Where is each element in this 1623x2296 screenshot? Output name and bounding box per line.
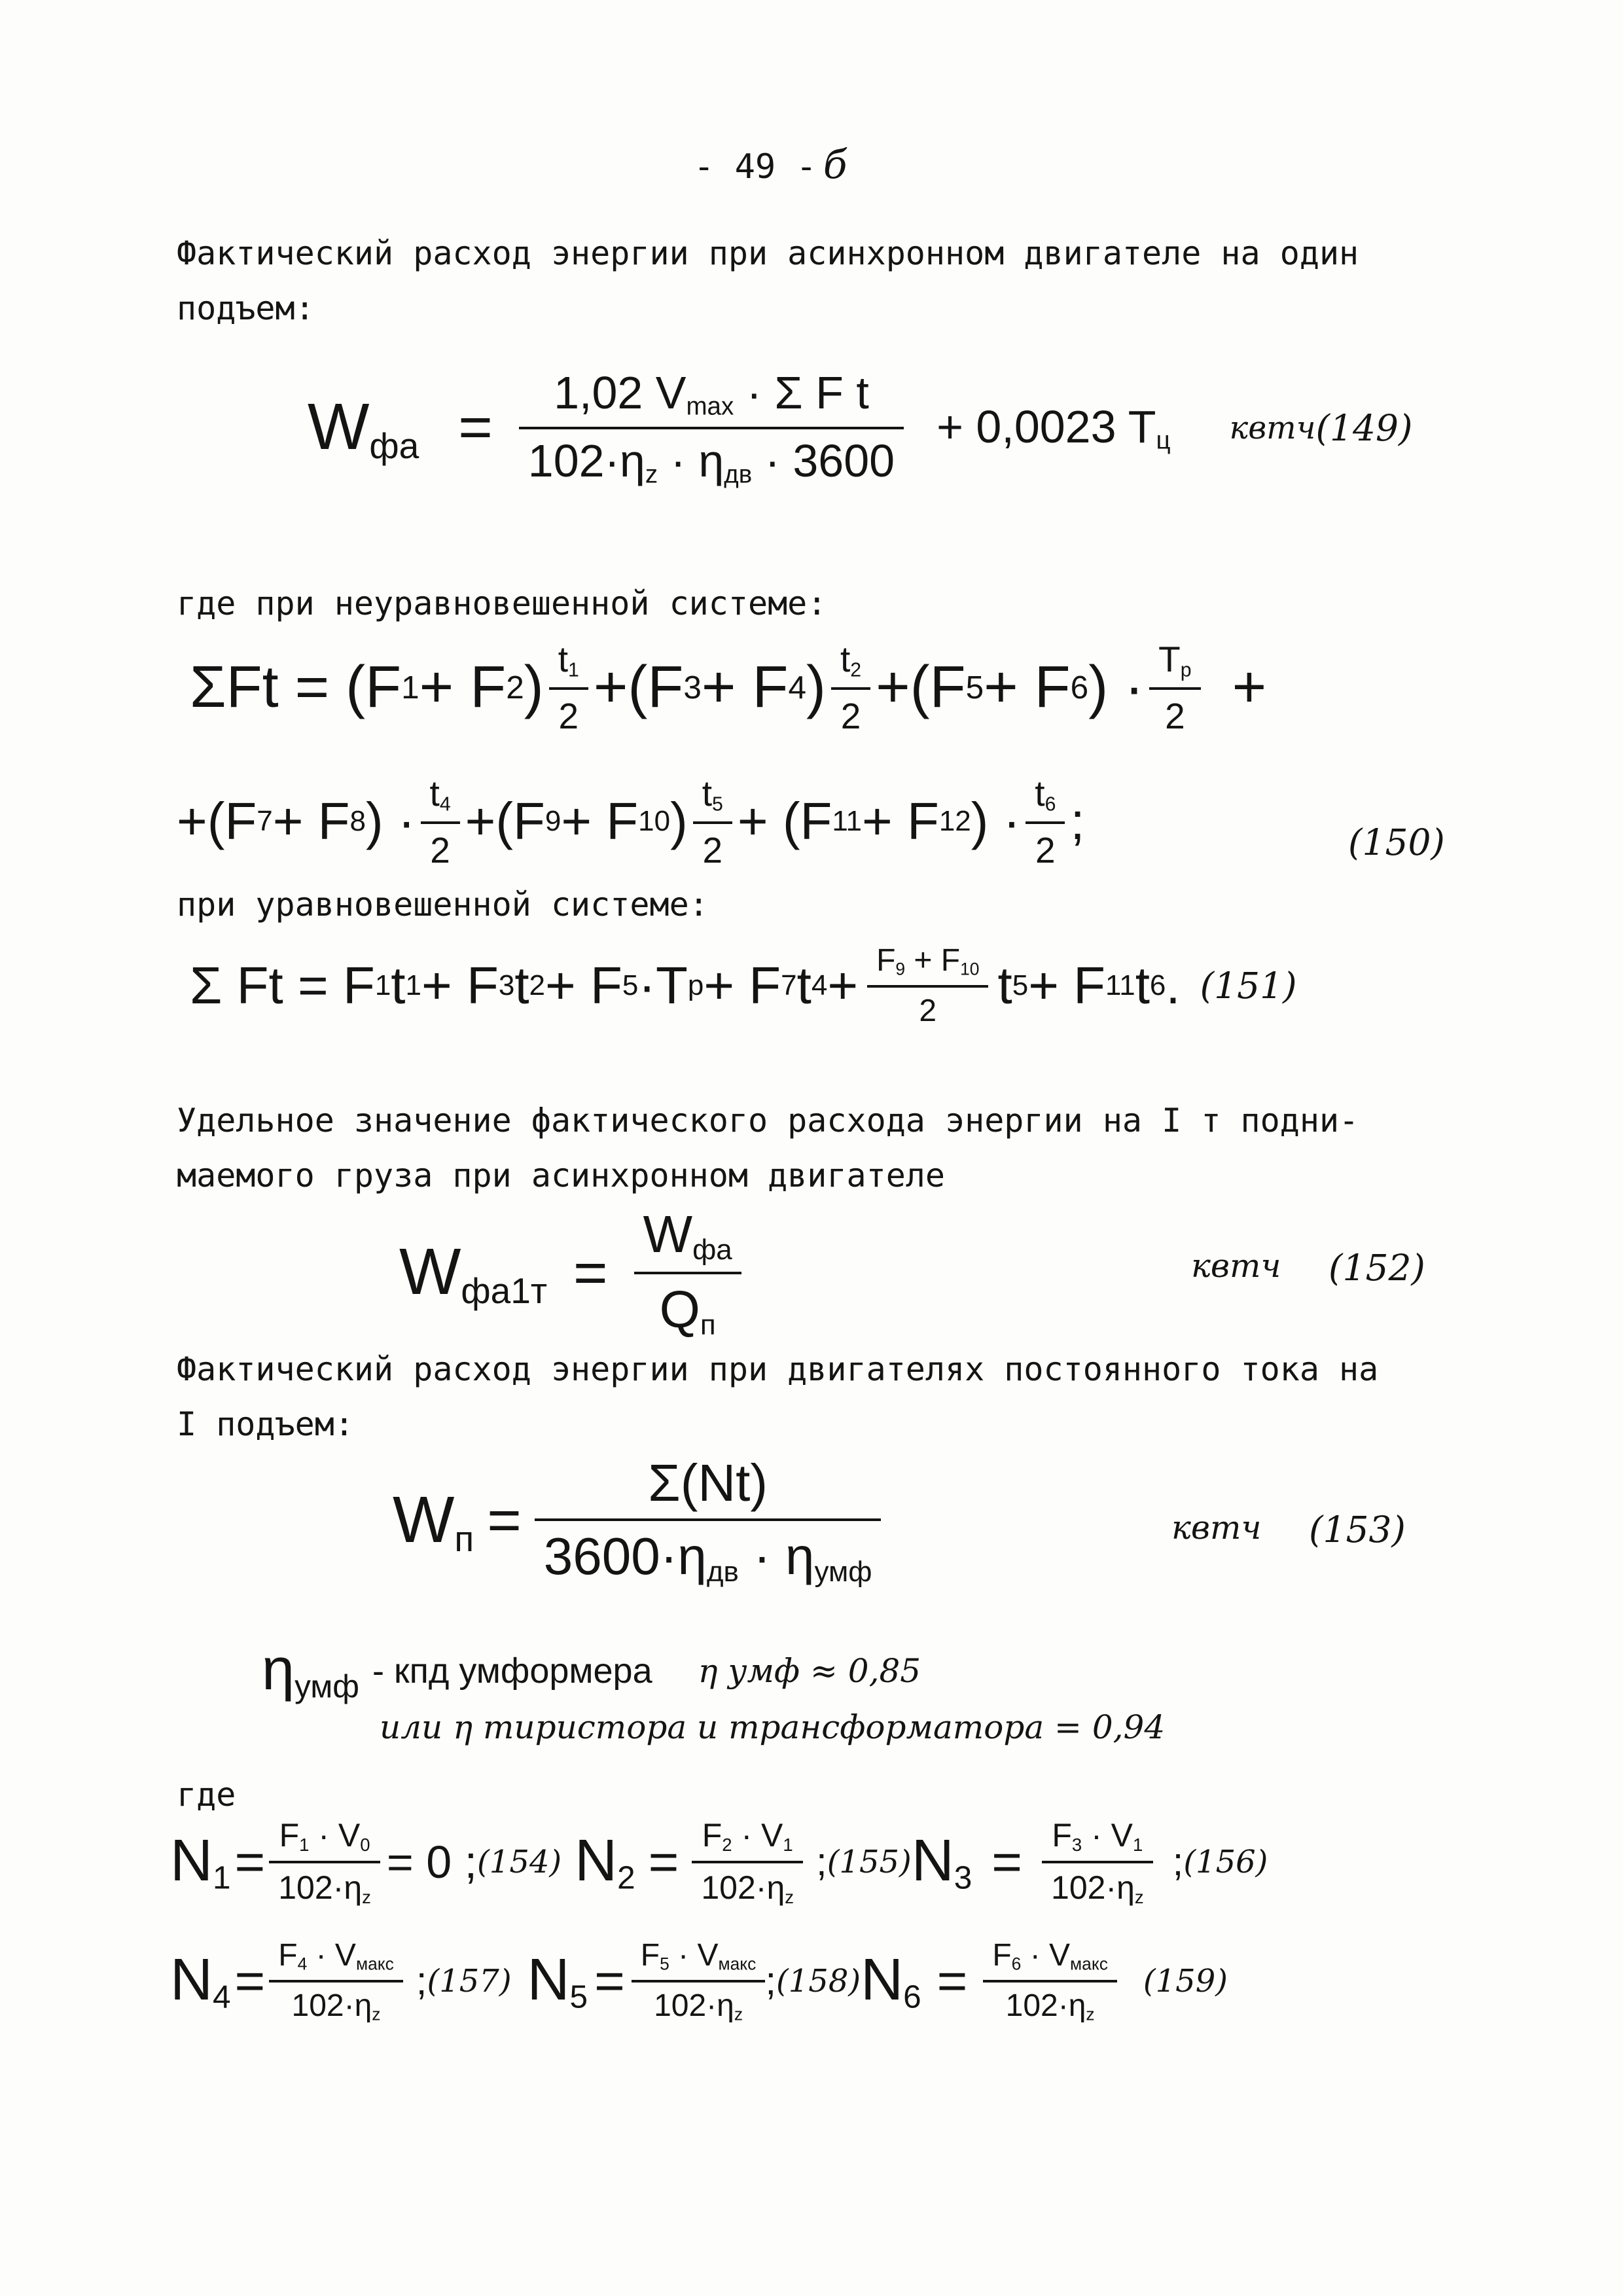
- eq152-unit: квтч: [1191, 1247, 1281, 1285]
- eq149-tag: (149): [1315, 406, 1413, 449]
- equation-150-line-1: ΣFt = (F 1 + F 2 ) $\frac{t_1}{2}$ +(F 3 + F 4 ) $\frac{t_2}{2}$ +(F 5 + F 6 ) · $\frac{T_p}{2}$ +: [190, 639, 1267, 736]
- paragraph-where: где: [177, 1776, 236, 1814]
- equation-149: $W_{фа}$ = $\frac{1,02 V_{max} \cdot \Sigma F t}{102\cdot\eta_z \cdot \eta_{дв} \cdot 3600}$ + 0,0023 $T_ц$ квтч (149): [308, 367, 1413, 489]
- eq156-tag: (156): [1183, 1843, 1268, 1880]
- page-mark: б: [823, 142, 847, 188]
- equations-n4-n6: $N_4$ = $\frac{F_4 \cdot V_{макс}}{102\cdot\eta_z}$ ; (157) $N_5$ = $\frac{F_5 \cdot V_{макс}}{102\cdot\eta_z}$ ; (158) $N_6$ = $\frac{F_6 \cdot V_{макс}}{102\cdot\eta_z}$ (159): [170, 1938, 1228, 2024]
- eq157-tag: (157): [427, 1962, 512, 2000]
- eq152-tag: (152): [1329, 1247, 1425, 1289]
- equation-151: Σ Ft = F 1 t 1 + F 3 t 2 + F 5 ·T p + F 7 t 4 + $\frac{F_9 + F_{10}}{2}$ t 5 + F 11 t 6 . (151): [190, 943, 1297, 1028]
- eq155-tag: (155): [827, 1843, 912, 1880]
- paragraph-actual-energy-async: Фактический расход энергии при асинхронном двигателе на один подъем:: [177, 234, 1359, 327]
- eq154-tag: (154): [477, 1843, 562, 1880]
- eq159-tag: (159): [1143, 1962, 1228, 2000]
- equation-150-line-2: +(F 7 + F 8 ) · $\frac{t_4}{2}$ +(F 9 + F 10 ) $\frac{t_5}{2}$ + (F 11 + F 12 ) · $\frac{t_6}{2}$ ;: [177, 773, 1085, 870]
- eq158-tag: (158): [776, 1962, 861, 2000]
- eq151-tag: (151): [1200, 964, 1297, 1007]
- equation-152: $W_{фа1т}$ = $\frac{W_{фа}}{Q_п}$: [399, 1204, 741, 1342]
- paragraph-specific-energy: Удельное значение фактического расхода энергии на I т подни- маемого груза при асинхронном двигателе: [177, 1102, 1359, 1194]
- eq150-tag: (150): [1348, 821, 1445, 863]
- eq149-addend: + 0,0023 $T_ц$: [936, 401, 1171, 455]
- eq153-tag: (153): [1309, 1509, 1406, 1551]
- eq149-fraction: $\frac{1,02 V_{max} \cdot \Sigma F t}{102\cdot\eta_z \cdot \eta_{дв} \cdot 3600}$: [519, 367, 904, 489]
- equation-153: $W_п$ = $\frac{\Sigma(Nt)}{3600\cdot\eta_{дв} \cdot \eta_{умф}}$: [393, 1453, 881, 1588]
- paragraph-balanced: при уравновешенной системе:: [177, 886, 709, 924]
- handwritten-note-2: или η тиристора и трансформатора = 0,94: [380, 1708, 1166, 1746]
- eq153-unit: квтч: [1171, 1509, 1262, 1547]
- page-number: - 49 - б: [694, 142, 847, 188]
- handwritten-note-1: η умф ≈ 0,85: [698, 1651, 921, 1690]
- equations-n1-n3: $N_1$ = $\frac{F_1 \cdot V_0}{102\cdot\eta_z}$ = 0 ; (154) $N_2$ = $\frac{F_2 \cdot V_1}{102\cdot\eta_z}$ ; (155) $N_3$ = $\frac{F_3 \cdot V_1}{102\cdot\eta_z}$ ; (156): [170, 1817, 1268, 1907]
- paragraph-unbalanced: где при неуравновешенной системе:: [177, 584, 827, 622]
- paragraph-dc-motor: Фактический расход энергии при двигателях постоянного тока на I подъем:: [177, 1350, 1379, 1443]
- eq149-lhs: $W_{фа}$: [308, 389, 419, 466]
- eta-symbol: $\eta_{умф}$: [262, 1637, 360, 1705]
- note-efficiency: $\eta_{умф}$ - кпд умформера η умф ≈ 0,85: [262, 1637, 921, 1705]
